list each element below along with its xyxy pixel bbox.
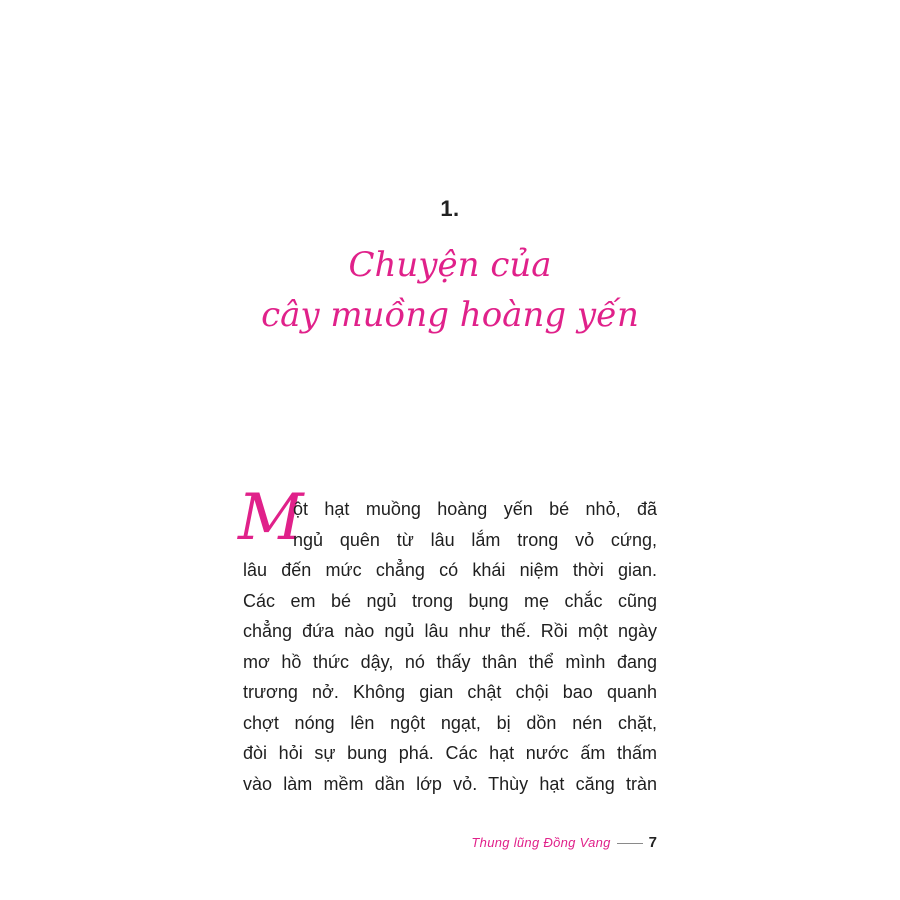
body-line: ngủ quên từ lâu lắm trong vỏ cứng, [293,529,657,550]
body-line: mơ hồ thức dậy, nó thấy thân thể mình đang [243,651,657,672]
body-line: vào làm mềm dần lớp vỏ. Thùy hạt căng tràn [243,773,657,794]
body-line: ột hạt muồng hoàng yến bé nhỏ, đã [293,499,657,519]
body-line: trương nở. Không gian chật chội bao quanh [243,682,657,702]
body-line: lâu đến mức chẳng có khái niệm thời gian. [243,560,657,580]
page-number: 7 [648,834,657,851]
drop-cap: M [238,481,304,555]
chapter-number: 1. [440,196,460,221]
body-paragraph [243,494,657,799]
footer-divider [617,843,643,844]
body-line: chẳng đứa nào ngủ lâu như thế. Rồi một ngày [243,621,657,641]
body-line: Các em bé ngủ trong bụng mẹ chắc cũng [243,590,657,611]
body-line: đòi hỏi sự bung phá. Các hạt nước ấm thấm [243,743,657,763]
footer-book-title: Thung lũng Đồng Vang [471,835,611,850]
chapter-title-line-2: cây muồng hoàng yến [261,295,639,335]
page-footer [0,834,657,851]
body-line: chợt nóng lên ngột ngạt, bị dồn nén chặt, [243,712,657,733]
chapter-title-line-1: Chuyện của [348,245,552,285]
chapter-title [0,240,900,340]
